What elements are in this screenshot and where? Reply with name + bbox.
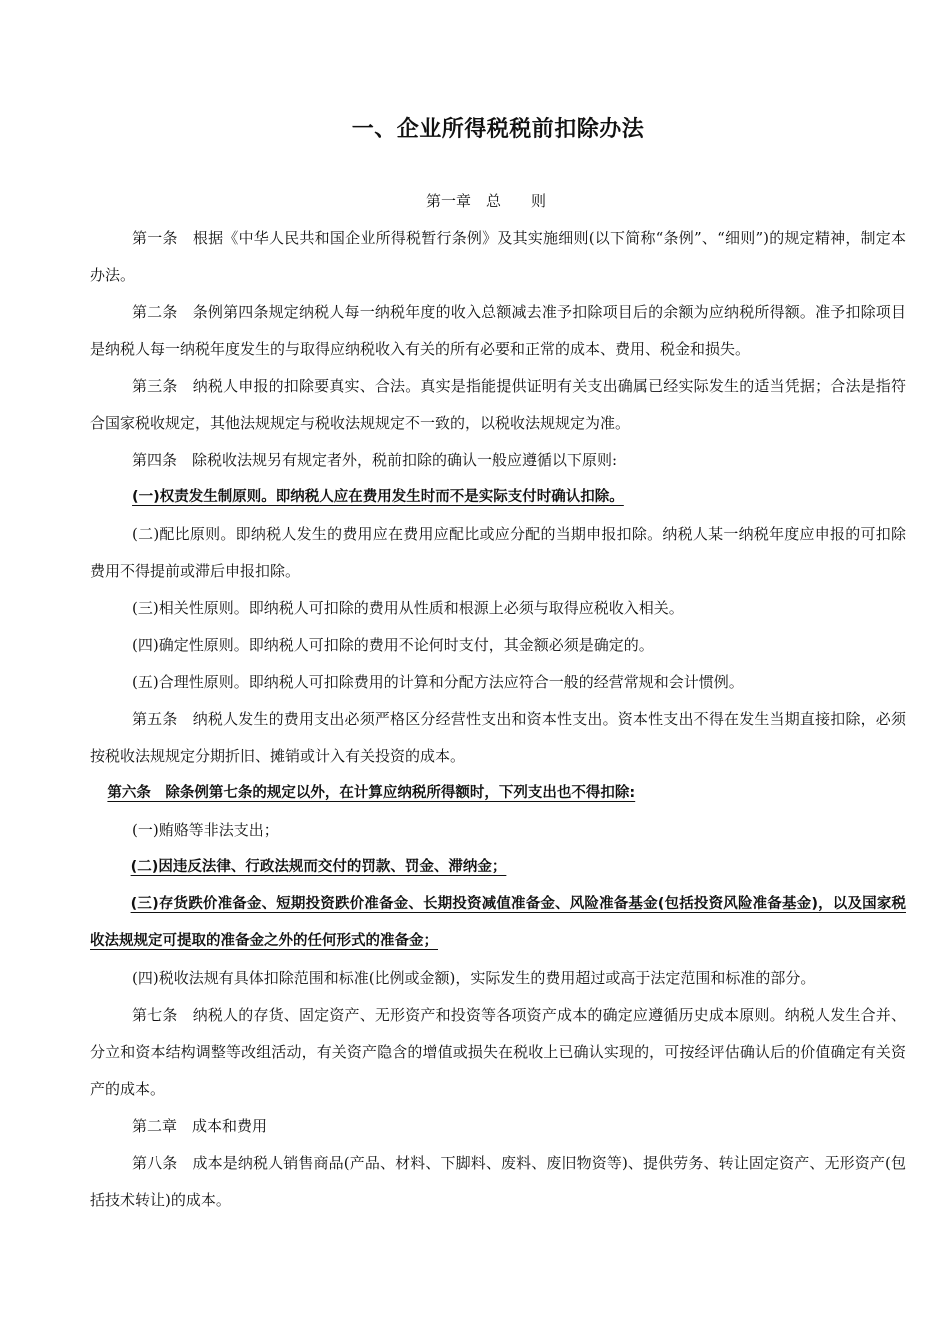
article-7: 第七条 纳税人的存货、固定资产、无形资产和投资等各项资产成本的确定应遵循历史成本原则。纳税人发生合并、分立和资本结构调整等改组活动，有关资产隐含的增值或损失在税收上已确认实现的，可按经评估确认后的价值确定有关资产的成本。 [90, 1006, 906, 1098]
article-6-item-2: (二)因违反法律、行政法规而交付的罚款、罚金、滞纳金； [130, 859, 507, 875]
article-3: 第三条 纳税人申报的扣除要真实、合法。真实是指能提供证明有关支出确属已经实际发生的适当凭据；合法是指符合国家税收规定，其他法规规定与税收法规规定不一致的，以税收法规规定为准。 [90, 377, 906, 432]
chapter-heading: 第一章 总 则 [425, 192, 546, 210]
article-2: 第二条 条例第四条规定纳税人每一纳税年度的收入总额减去准予扣除项目后的余额为应纳税所得额。准予扣除项目是纳税人每一纳税年度发生的与取得应纳税收入有关的所有必要和正常的成本、费用、税金和损失。 [90, 303, 906, 358]
document-body [90, 220, 906, 1219]
document-title: 一、企业所得税税前扣除办法 [351, 117, 645, 142]
article-4: 第四条 除税收法规另有规定者外，税前扣除的确认一般应遵循以下原则: [132, 451, 618, 469]
principle-relevance: (三)相关性原则。即纳税人可扣除的费用从性质和根源上必须与取得应税收入相关。 [132, 599, 684, 617]
article-6-item-4: (四)税收法规有具体扣除范围和标准(比例或金额)，实际发生的费用超过或高于法定范围和标准的部分。 [132, 969, 816, 987]
chapter-2-heading: 第二章 成本和费用 [132, 1117, 268, 1135]
article-5: 第五条 纳税人发生的费用支出必须严格区分经营性支出和资本性支出。资本性支出不得在发生当期直接扣除，必须按税收法规规定分期折旧、摊销或计入有关投资的成本。 [90, 710, 906, 765]
principle-reasonableness: (五)合理性原则。即纳税人可扣除费用的计算和分配方法应符合一般的经营常规和会计惯例。 [132, 673, 744, 691]
article-8: 第八条 成本是纳税人销售商品(产品、材料、下脚料、废料、废旧物资等)、提供劳务、转让固定资产、无形资产(包括技术转让)的成本。 [90, 1154, 906, 1209]
principle-matching: (二)配比原则。即纳税人发生的费用应在费用应配比或应分配的当期申报扣除。纳税人某一纳税年度应申报的可扣除费用不得提前或滞后申报扣除。 [90, 525, 906, 580]
article-6-item-3: (三)存货跌价准备金、短期投资跌价准备金、长期投资减值准备金、风险准备基金(包括投资风险准备基金)，以及国家税收法规规定可提取的准备金之外的任何形式的准备金； [90, 896, 906, 949]
principle-certainty: (四)确定性原则。即纳税人可扣除的费用不论何时支付，其金额必须是确定的。 [132, 636, 654, 654]
article-6-item-1: (一)贿赂等非法支出； [132, 821, 279, 839]
article-6: 第六条 除条例第七条的规定以外，在计算应纳税所得额时，下列支出也不得扣除: [107, 785, 636, 801]
article-1: 第一条 根据《中华人民共和国企业所得税暂行条例》及其实施细则(以下简称“条例”、“细则”)的规定精神，制定本办法。 [90, 229, 906, 284]
principle-accrual: (一)权责发生制原则。即纳税人应在费用发生时而不是实际支付时确认扣除。 [132, 489, 624, 505]
